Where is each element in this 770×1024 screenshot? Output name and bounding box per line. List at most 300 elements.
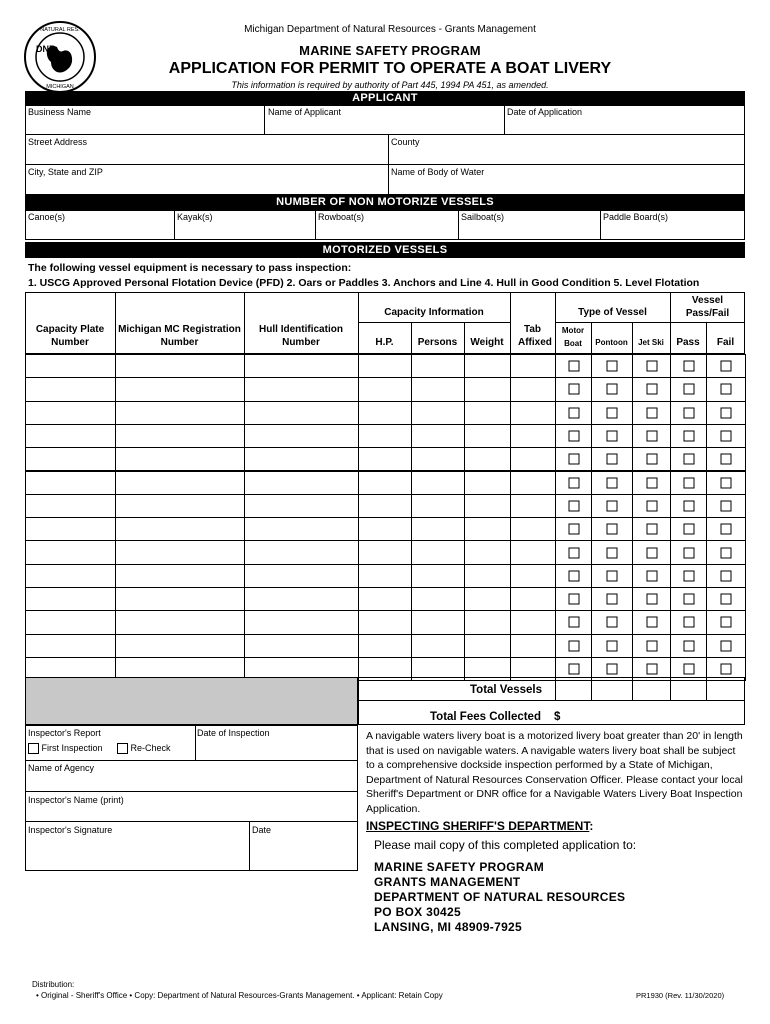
vessel-checkbox[interactable] xyxy=(646,664,657,675)
distribution-label: Distribution: xyxy=(32,980,75,989)
vessel-checkbox-cell xyxy=(555,587,592,611)
vessel-checkbox-cell xyxy=(706,471,746,495)
vessel-checkbox-cell xyxy=(632,494,671,518)
vessel-checkbox[interactable] xyxy=(683,454,694,465)
address-line-3: DEPARTMENT OF NATURAL RESOURCES xyxy=(374,890,626,904)
vessel-checkbox-cell xyxy=(632,517,671,541)
kayaks-field[interactable]: Kayak(s) xyxy=(177,212,213,222)
vessel-input-cell[interactable] xyxy=(411,447,465,471)
vessel-checkbox-cell xyxy=(591,424,633,448)
city-state-zip-field[interactable]: City, State and ZIP xyxy=(28,167,103,177)
vessel-row xyxy=(25,471,745,494)
vessel-checkbox[interactable] xyxy=(568,477,579,488)
vessel-input-cell[interactable] xyxy=(25,610,116,634)
vessel-checkbox[interactable] xyxy=(683,431,694,442)
vessel-checkbox[interactable] xyxy=(683,640,694,651)
vessel-checkbox-cell xyxy=(591,447,633,471)
vessel-checkbox[interactable] xyxy=(568,500,579,511)
vessel-input-cell[interactable] xyxy=(115,610,245,634)
vessel-checkbox-cell xyxy=(670,517,707,541)
vessel-checkbox[interactable] xyxy=(607,477,618,488)
first-inspection-label: First Inspection xyxy=(41,743,103,753)
inspector-name-field[interactable]: Inspector's Name (print) xyxy=(28,795,124,805)
vessel-checkbox-cell xyxy=(632,564,671,588)
vessel-checkbox[interactable] xyxy=(683,361,694,372)
vessel-input-cell[interactable] xyxy=(358,610,412,634)
vessel-checkbox[interactable] xyxy=(607,500,618,511)
address-line-2: GRANTS MANAGEMENT xyxy=(374,875,521,889)
vessel-checkbox[interactable] xyxy=(683,500,694,511)
distribution-copies: • Original - Sheriff's Office • Copy: Department of Natural Resources-Grants Management. • Applicant: Retain Copy xyxy=(36,991,443,1000)
vessel-input-cell[interactable] xyxy=(464,401,511,425)
vessel-checkbox[interactable] xyxy=(683,477,694,488)
vessel-input-cell[interactable] xyxy=(358,634,412,658)
vessel-checkbox-cell xyxy=(555,494,592,518)
vessel-input-cell[interactable] xyxy=(25,494,116,518)
vessel-input-cell[interactable] xyxy=(115,377,245,401)
applicant-name-field[interactable]: Name of Applicant xyxy=(268,107,342,117)
vessel-checkbox[interactable] xyxy=(568,664,579,675)
shaded-block xyxy=(25,677,358,725)
vessel-checkbox-cell xyxy=(591,471,633,495)
vessel-input-cell[interactable] xyxy=(25,471,116,495)
vessel-input-cell[interactable] xyxy=(25,354,116,378)
vessel-checkbox[interactable] xyxy=(646,617,657,628)
vessel-input-cell[interactable] xyxy=(115,447,245,471)
vessel-input-cell[interactable] xyxy=(244,587,359,611)
vessel-checkbox[interactable] xyxy=(683,407,694,418)
vessel-input-cell[interactable] xyxy=(510,494,556,518)
address-line-4: PO BOX 30425 xyxy=(374,905,461,919)
vessel-input-cell[interactable] xyxy=(25,377,116,401)
vessel-checkbox-cell xyxy=(632,377,671,401)
vessel-checkbox[interactable] xyxy=(568,617,579,628)
vessel-checkbox[interactable] xyxy=(568,524,579,535)
col-weight: Weight xyxy=(470,337,504,348)
vessel-checkbox-cell xyxy=(670,610,707,634)
vessel-input-cell[interactable] xyxy=(244,564,359,588)
vessel-input-cell[interactable] xyxy=(464,447,511,471)
col-pontoon: Pontoon xyxy=(595,338,628,347)
vessel-input-cell[interactable] xyxy=(115,587,245,611)
vessel-input-cell[interactable] xyxy=(411,564,465,588)
vessel-input-cell[interactable] xyxy=(510,471,556,495)
vessel-checkbox[interactable] xyxy=(683,524,694,535)
col-pass: Pass xyxy=(676,337,700,348)
vessel-checkbox-cell xyxy=(591,377,633,401)
vessel-row xyxy=(25,354,745,377)
vessel-input-cell[interactable] xyxy=(244,517,359,541)
vessel-checkbox[interactable] xyxy=(683,570,694,581)
vessel-checkbox-cell xyxy=(555,471,592,495)
totals-box xyxy=(358,677,745,725)
vessel-input-cell[interactable] xyxy=(115,517,245,541)
vessel-input-cell[interactable] xyxy=(510,517,556,541)
vessel-input-cell[interactable] xyxy=(411,540,465,564)
vessel-checkbox-cell xyxy=(632,634,671,658)
total-fees-label: Total Fees Collected xyxy=(430,711,541,723)
vessel-checkbox-cell xyxy=(591,354,633,378)
vessel-checkbox[interactable] xyxy=(646,431,657,442)
canoes-field[interactable]: Canoe(s) xyxy=(28,212,66,222)
vessel-checkbox-cell xyxy=(670,540,707,564)
vessel-checkbox-cell xyxy=(706,517,746,541)
vessel-checkbox[interactable] xyxy=(607,547,618,558)
vessel-input-cell[interactable] xyxy=(358,354,412,378)
col-jet-ski: Jet Ski xyxy=(638,338,664,347)
vessel-input-cell[interactable] xyxy=(464,587,511,611)
vessel-input-cell[interactable] xyxy=(244,354,359,378)
vessel-input-cell[interactable] xyxy=(510,377,556,401)
vessel-checkbox-cell xyxy=(555,354,592,378)
vessel-checkbox-cell xyxy=(591,494,633,518)
livery-info-paragraph: A navigable waters livery boat is a motorized livery boat greater than 20' in length that is used on navigable waters. A navigable waters livery boat shall be subject to a comprehensive dockside inspection performed by a State of Michigan, Department of Natural Resources Conservation Officer. Please contact your local Sheriff's Department or DNR office for a Navigable Waters Livery Boat Inspection Application. xyxy=(366,730,743,815)
vessel-checkbox-cell xyxy=(670,377,707,401)
col-persons: Persons xyxy=(417,337,458,348)
vessel-checkbox[interactable] xyxy=(721,384,732,395)
vessel-checkbox[interactable] xyxy=(721,570,732,581)
vessel-checkbox[interactable] xyxy=(568,384,579,395)
svg-text:MICHIGAN: MICHIGAN xyxy=(46,84,74,90)
vessel-checkbox-cell xyxy=(706,447,746,471)
vessel-checkbox-cell xyxy=(555,517,592,541)
vessel-checkbox[interactable] xyxy=(721,640,732,651)
vessel-checkbox[interactable] xyxy=(646,454,657,465)
vessel-input-cell[interactable] xyxy=(25,540,116,564)
vessel-input-cell[interactable] xyxy=(411,424,465,448)
vessel-checkbox-cell xyxy=(632,540,671,564)
vessel-input-cell[interactable] xyxy=(115,494,245,518)
vessel-input-cell[interactable] xyxy=(411,471,465,495)
authority-line: This information is required by authority of Part 445, 1994 PA 451, as amended. xyxy=(231,80,549,90)
vessel-input-cell[interactable] xyxy=(510,354,556,378)
vessel-checkbox-cell xyxy=(706,494,746,518)
vessel-checkbox[interactable] xyxy=(683,594,694,605)
col-hp: H.P. xyxy=(375,337,394,348)
vessel-checkbox-cell xyxy=(555,540,592,564)
vessel-row xyxy=(25,610,745,633)
vessel-checkbox[interactable] xyxy=(568,407,579,418)
vessel-checkbox-cell xyxy=(555,377,592,401)
vessel-checkbox-cell xyxy=(706,610,746,634)
vessel-input-cell[interactable] xyxy=(464,610,511,634)
total-vessels-label: Total Vessels xyxy=(470,684,543,696)
vessel-input-cell[interactable] xyxy=(115,424,245,448)
vessel-input-cell[interactable] xyxy=(244,424,359,448)
first-inspection-checkbox[interactable] xyxy=(28,743,39,754)
applicant-section xyxy=(25,105,745,195)
vessel-row xyxy=(25,587,745,610)
recheck-label: Re-Check xyxy=(130,743,171,753)
vessel-checkbox[interactable] xyxy=(568,431,579,442)
vessel-checkbox-cell xyxy=(632,610,671,634)
vessel-checkbox[interactable] xyxy=(607,617,618,628)
vessel-checkbox[interactable] xyxy=(646,500,657,511)
vessel-checkbox-cell xyxy=(670,424,707,448)
vessel-checkbox-cell xyxy=(670,471,707,495)
vessel-input-cell[interactable] xyxy=(510,610,556,634)
vessel-checkbox[interactable] xyxy=(721,617,732,628)
vessel-checkbox[interactable] xyxy=(607,570,618,581)
vessel-checkbox-cell xyxy=(591,634,633,658)
vessel-input-cell[interactable] xyxy=(358,494,412,518)
vessel-checkbox-cell xyxy=(670,564,707,588)
col-motor-boat: Motor Boat xyxy=(561,326,585,348)
signature-date-field[interactable]: Date xyxy=(252,825,272,835)
county-field[interactable]: County xyxy=(391,137,420,147)
vessel-row xyxy=(25,634,745,657)
col-tab-affixed: Tab Affixed xyxy=(518,324,552,348)
equipment-list: 1. USCG Approved Personal Flotation Device (PFD) 2. Oars or Paddles 3. Anchors and Line 4. Hull in Good Condition 5. Level Flotation xyxy=(28,277,700,289)
vessel-checkbox-cell xyxy=(555,610,592,634)
application-date-field[interactable]: Date of Application xyxy=(507,107,583,117)
vessel-input-cell[interactable] xyxy=(411,354,465,378)
address-line-1: MARINE SAFETY PROGRAM xyxy=(374,860,545,874)
address-line-5: LANSING, MI 48909-7925 xyxy=(374,920,522,934)
vessel-checkbox[interactable] xyxy=(721,407,732,418)
vessel-input-cell[interactable] xyxy=(411,634,465,658)
vessel-checkbox-cell xyxy=(706,354,746,378)
vessel-input-cell[interactable] xyxy=(411,587,465,611)
vessel-checkbox-cell xyxy=(632,354,671,378)
vessel-checkbox[interactable] xyxy=(607,524,618,535)
vessel-checkbox[interactable] xyxy=(607,594,618,605)
vessel-checkbox-cell xyxy=(591,517,633,541)
vessel-checkbox[interactable] xyxy=(568,570,579,581)
vessel-checkbox[interactable] xyxy=(721,547,732,558)
body-of-water-field[interactable]: Name of Body of Water xyxy=(391,167,485,177)
vessel-input-cell[interactable] xyxy=(464,471,511,495)
vessel-checkbox[interactable] xyxy=(721,477,732,488)
vessel-checkbox-cell xyxy=(632,587,671,611)
vessel-checkbox[interactable] xyxy=(646,640,657,651)
inspector-signature-field[interactable]: Inspector's Signature xyxy=(28,825,113,835)
vessel-checkbox-cell xyxy=(632,471,671,495)
vessel-checkbox[interactable] xyxy=(568,547,579,558)
rowboats-field[interactable]: Rowboat(s) xyxy=(318,212,365,222)
vessel-input-cell[interactable] xyxy=(244,634,359,658)
vessel-checkbox-cell xyxy=(706,587,746,611)
vessel-checkbox[interactable] xyxy=(721,454,732,465)
vessel-input-cell[interactable] xyxy=(25,517,116,541)
vessel-input-cell[interactable] xyxy=(358,401,412,425)
vessel-checkbox[interactable] xyxy=(646,361,657,372)
svg-text:DNR: DNR xyxy=(36,44,56,54)
vessel-checkbox-cell xyxy=(632,401,671,425)
vessel-input-cell[interactable] xyxy=(411,494,465,518)
total-fees-currency[interactable]: $ xyxy=(554,711,561,723)
vessel-input-cell[interactable] xyxy=(411,610,465,634)
vessel-checkbox[interactable] xyxy=(646,547,657,558)
vessel-input-cell[interactable] xyxy=(25,401,116,425)
applicant-bar: APPLICANT xyxy=(25,91,745,105)
equipment-note: The following vessel equipment is necessary to pass inspection: xyxy=(28,262,352,274)
vessel-checkbox[interactable] xyxy=(568,640,579,651)
vessel-checkbox[interactable] xyxy=(607,431,618,442)
vessel-row xyxy=(25,377,745,400)
vessel-input-cell[interactable] xyxy=(244,471,359,495)
vessel-checkbox[interactable] xyxy=(721,500,732,511)
vessel-checkbox[interactable] xyxy=(646,407,657,418)
vessel-input-cell[interactable] xyxy=(115,354,245,378)
vessel-input-cell[interactable] xyxy=(358,587,412,611)
vessel-checkbox[interactable] xyxy=(568,454,579,465)
sailboats-field[interactable]: Sailboat(s) xyxy=(461,212,505,222)
vessel-checkbox[interactable] xyxy=(568,594,579,605)
vessel-checkbox-cell xyxy=(670,494,707,518)
vessel-checkbox-cell xyxy=(555,401,592,425)
vessel-checkbox[interactable] xyxy=(607,361,618,372)
vessel-checkbox[interactable] xyxy=(721,361,732,372)
vessel-input-cell[interactable] xyxy=(25,587,116,611)
vessel-checkbox[interactable] xyxy=(607,454,618,465)
vessel-checkbox-cell xyxy=(591,610,633,634)
vessel-row xyxy=(25,401,745,424)
form-number: PR1930 (Rev. 11/30/2020) xyxy=(636,991,725,1000)
vessel-input-cell[interactable] xyxy=(244,540,359,564)
vessel-row xyxy=(25,517,745,540)
vessel-checkbox[interactable] xyxy=(721,524,732,535)
dnr-seal-logo xyxy=(22,20,98,94)
vessel-checkbox-cell xyxy=(591,587,633,611)
vessel-checkbox[interactable] xyxy=(683,617,694,628)
vessel-input-cell[interactable] xyxy=(464,540,511,564)
mailing-address xyxy=(374,860,625,935)
vessel-input-cell[interactable] xyxy=(464,634,511,658)
street-address-field[interactable]: Street Address xyxy=(28,137,88,147)
recheck-option[interactable] xyxy=(117,743,171,754)
vessel-checkbox[interactable] xyxy=(646,524,657,535)
vessel-input-cell[interactable] xyxy=(25,447,116,471)
vessel-input-cell[interactable] xyxy=(25,634,116,658)
col-hull-id: Hull Identification Number xyxy=(259,324,343,348)
vessel-input-cell[interactable] xyxy=(115,540,245,564)
vessel-checkbox-cell xyxy=(555,424,592,448)
first-inspection-option[interactable] xyxy=(28,743,103,754)
vessel-checkbox[interactable] xyxy=(607,384,618,395)
vessel-input-cell[interactable] xyxy=(358,540,412,564)
vessel-input-cell[interactable] xyxy=(115,471,245,495)
vessel-checkbox[interactable] xyxy=(646,594,657,605)
group-type-of-vessel: Type of Vessel xyxy=(578,307,647,318)
vessel-checkbox[interactable] xyxy=(721,664,732,675)
inspection-date-field[interactable]: Date of Inspection xyxy=(197,728,270,738)
recheck-checkbox[interactable] xyxy=(117,743,128,754)
vessel-input-cell[interactable] xyxy=(464,354,511,378)
agency-line: Michigan Department of Natural Resources - Grants Management xyxy=(244,24,536,35)
vessel-checkbox-cell xyxy=(670,587,707,611)
agency-name-field[interactable]: Name of Agency xyxy=(28,763,95,773)
vessel-row xyxy=(25,564,745,587)
vessel-input-cell[interactable] xyxy=(411,517,465,541)
vessel-input-cell[interactable] xyxy=(464,517,511,541)
paddle-boards-field[interactable]: Paddle Board(s) xyxy=(603,212,669,222)
vessel-input-cell[interactable] xyxy=(244,610,359,634)
vessel-input-cell[interactable] xyxy=(358,564,412,588)
vessel-checkbox[interactable] xyxy=(607,407,618,418)
vessel-input-cell[interactable] xyxy=(25,564,116,588)
vessel-input-cell[interactable] xyxy=(510,424,556,448)
vessel-checkbox-cell xyxy=(706,377,746,401)
vessel-checkbox-cell xyxy=(706,540,746,564)
vessel-input-cell[interactable] xyxy=(464,494,511,518)
program-title: MARINE SAFETY PROGRAM xyxy=(299,43,481,58)
sheriff-heading-colon: : xyxy=(589,819,594,833)
vessel-input-cell[interactable] xyxy=(510,540,556,564)
vessel-input-cell[interactable] xyxy=(244,377,359,401)
vessel-input-cell[interactable] xyxy=(244,494,359,518)
vessel-checkbox[interactable] xyxy=(607,664,618,675)
vessel-checkbox-cell xyxy=(591,564,633,588)
vessel-input-cell[interactable] xyxy=(510,634,556,658)
vessel-input-cell[interactable] xyxy=(510,564,556,588)
vessel-input-cell[interactable] xyxy=(510,401,556,425)
col-capacity-plate: Capacity Plate Number xyxy=(35,324,105,348)
vessel-checkbox[interactable] xyxy=(568,361,579,372)
vessel-input-cell[interactable] xyxy=(358,471,412,495)
vessel-input-cell[interactable] xyxy=(510,447,556,471)
vessel-input-cell[interactable] xyxy=(244,401,359,425)
vessel-checkbox[interactable] xyxy=(607,640,618,651)
vessel-input-cell[interactable] xyxy=(358,517,412,541)
vessel-input-cell[interactable] xyxy=(115,634,245,658)
vessel-rows xyxy=(25,354,745,680)
vessel-checkbox[interactable] xyxy=(721,431,732,442)
group-capacity-info: Capacity Information xyxy=(384,307,484,318)
vessel-checkbox[interactable] xyxy=(646,570,657,581)
vessel-input-cell[interactable] xyxy=(25,424,116,448)
vessel-checkbox-cell xyxy=(591,401,633,425)
svg-text:NATURAL RES.: NATURAL RES. xyxy=(40,27,80,33)
mail-note: Please mail copy of this completed application to: xyxy=(374,838,637,852)
vessel-checkbox[interactable] xyxy=(683,384,694,395)
vessel-input-cell[interactable] xyxy=(464,564,511,588)
inspector-report-label: Inspector's Report xyxy=(28,728,101,738)
vessel-input-cell[interactable] xyxy=(115,401,245,425)
vessel-checkbox-cell xyxy=(670,634,707,658)
vessel-checkbox-cell xyxy=(670,447,707,471)
vessel-input-cell[interactable] xyxy=(510,587,556,611)
non-motorized-bar: NUMBER OF NON MOTORIZE VESSELS xyxy=(25,195,745,210)
vessel-checkbox[interactable] xyxy=(683,547,694,558)
col-fail: Fail xyxy=(716,337,735,348)
vessel-row xyxy=(25,424,745,447)
vessel-input-cell[interactable] xyxy=(358,377,412,401)
business-name-field[interactable]: Business Name xyxy=(28,107,92,117)
vessel-checkbox[interactable] xyxy=(646,384,657,395)
vessel-row xyxy=(25,447,745,470)
vessel-checkbox-cell xyxy=(555,564,592,588)
vessel-checkbox[interactable] xyxy=(683,664,694,675)
vessel-input-cell[interactable] xyxy=(115,564,245,588)
vessel-checkbox-cell xyxy=(632,424,671,448)
vessel-input-cell[interactable] xyxy=(411,401,465,425)
vessel-checkbox-cell xyxy=(555,447,592,471)
vessel-input-cell[interactable] xyxy=(464,377,511,401)
vessel-checkbox[interactable] xyxy=(646,477,657,488)
vessel-input-cell[interactable] xyxy=(464,424,511,448)
vessel-input-cell[interactable] xyxy=(411,377,465,401)
vessel-checkbox-cell xyxy=(591,540,633,564)
vessel-checkbox[interactable] xyxy=(721,594,732,605)
vessel-input-cell[interactable] xyxy=(244,447,359,471)
vessel-checkbox-cell xyxy=(670,401,707,425)
vessel-checkbox-cell xyxy=(555,634,592,658)
vessel-checkbox-cell xyxy=(706,424,746,448)
vessel-input-cell[interactable] xyxy=(358,447,412,471)
group-pass-fail: Vessel Pass/Fail xyxy=(685,295,730,319)
vessel-input-cell[interactable] xyxy=(358,424,412,448)
